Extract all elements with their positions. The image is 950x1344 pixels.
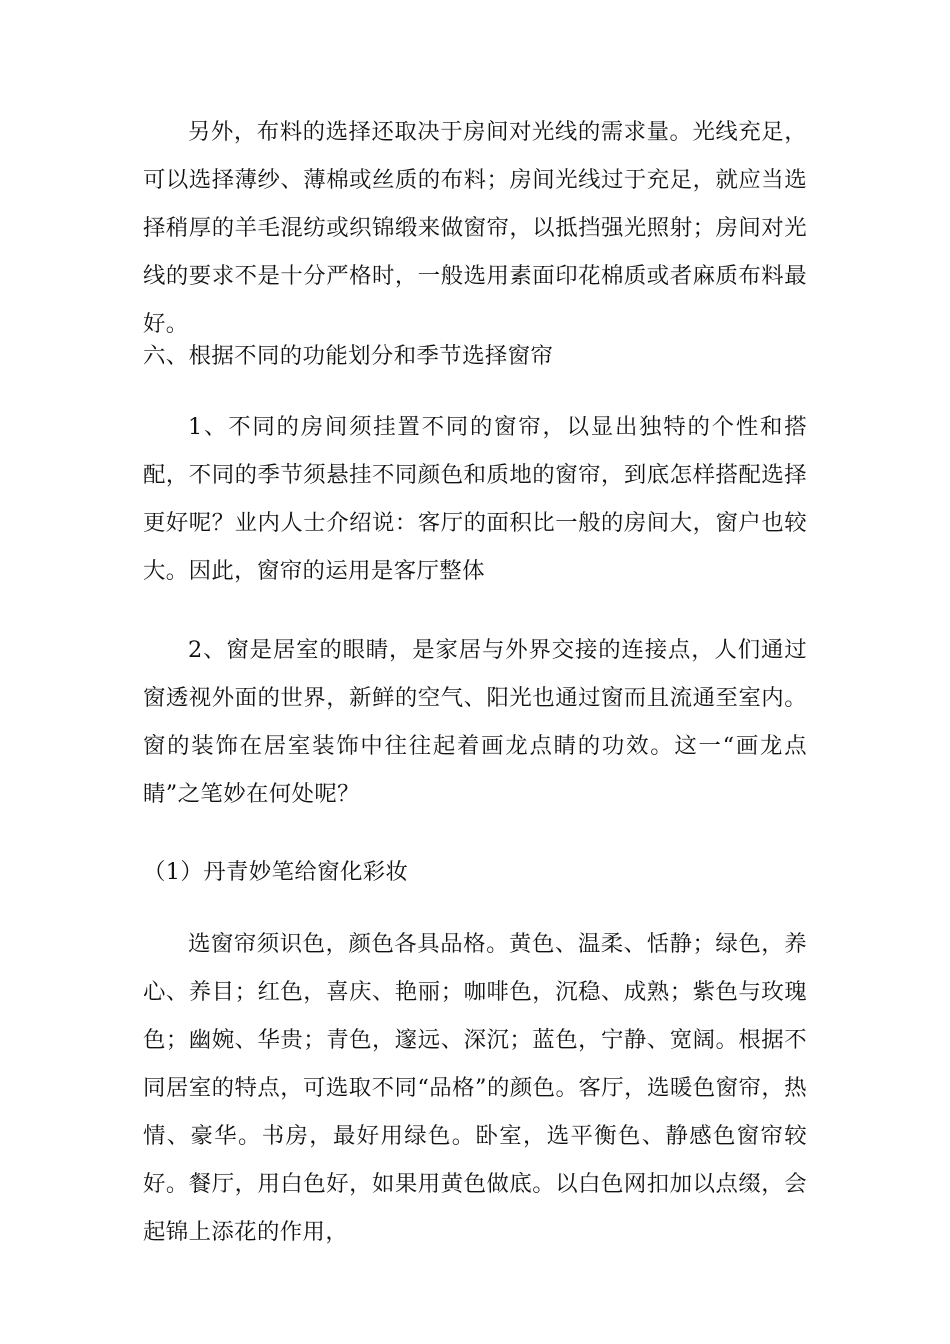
section-heading-six: 六、根据不同的功能划分和季节选择窗帘 — [143, 343, 554, 369]
subheading-1: （1）丹青妙笔给窗化彩妆 — [143, 859, 409, 885]
paragraph-item-1: 1、不同的房间须挂置不同的窗帘，以显出独特的个性和搭配，不同的季节须悬挂不同颜色和质地的窗帘，到底怎样搭配选择更好呢？业内人士介绍说：客厅的面积比一般的房间大，窗户也较大。因此，窗帘的运用是客厅整体 — [143, 414, 807, 584]
paragraph-color-choice: 选窗帘须识色，颜色各具品格。黄色、温柔、恬静；绿色，养心、养目；红色，喜庆、艳丽；咖啡色，沉稳、成熟；紫色与玫瑰色；幽婉、华贵；青色，邃远、深沉；蓝色，宁静、宽阔。根据不同居室的特点，可选取不同“品格”的颜色。客厅，选暖色窗帘，热情、豪华。书房，最好用绿色。卧室，选平衡色、静感色窗帘较好。餐厅，用白色好，如果用黄色做底。以白色网扣加以点缀，会起锦上添花的作用， — [143, 931, 807, 1245]
paragraph-fabric-light: 另外，布料的选择还取决于房间对光线的需求量。光线充足，可以选择薄纱、薄棉或丝质的布料；房间光线过于充足，就应当选择稍厚的羊毛混纺或织锦缎来做窗帘，以抵挡强光照射；房间对光线的要求不是十分严格时，一般选用素面印花棉质或者麻质布料最好。 — [143, 119, 807, 337]
paragraph-item-2: 2、窗是居室的眼睛，是家居与外界交接的连接点，人们通过窗透视外面的世界，新鲜的空气、阳光也通过窗而且流通至室内。窗的装饰在居室装饰中往往起着画龙点睛的功效。这一“画龙点睛”之笔妙在何处呢？ — [143, 637, 807, 807]
